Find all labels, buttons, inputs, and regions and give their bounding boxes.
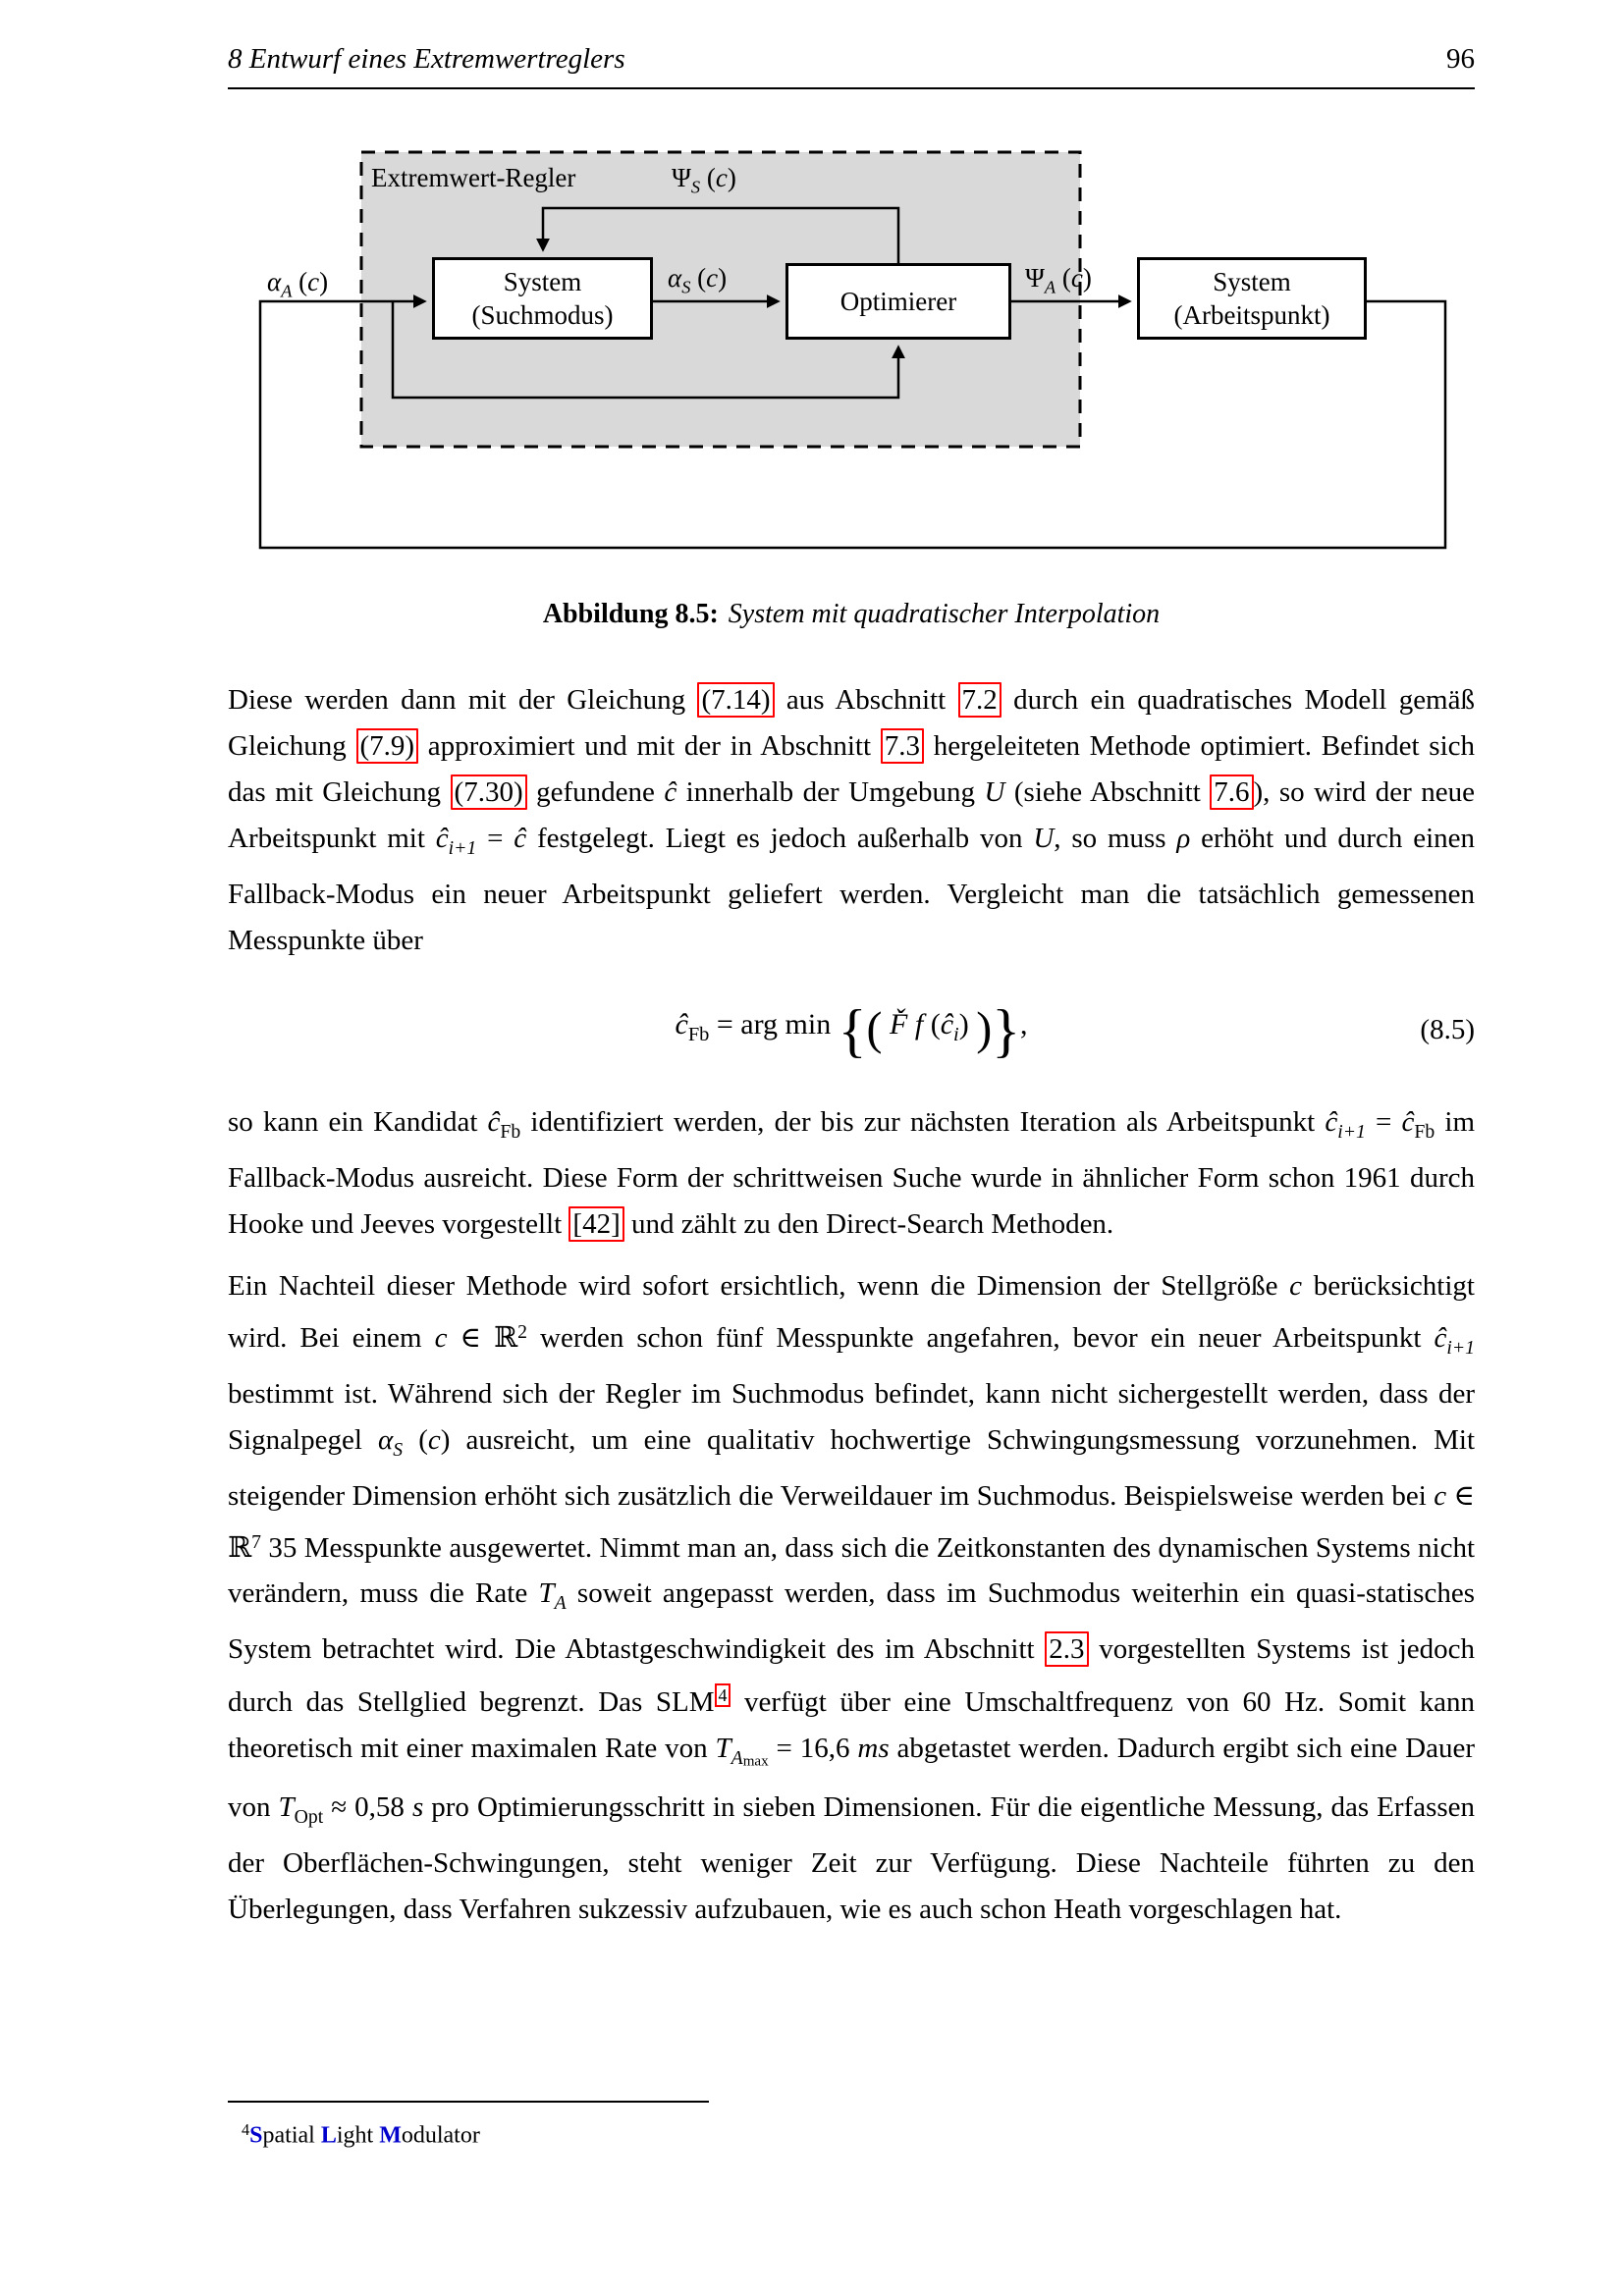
reference-link[interactable]: 4: [715, 1683, 731, 1707]
block-label-line: System: [1213, 267, 1291, 296]
paragraph-2: so kann ein Kandidat $ĉ_{Fb}$ identifiziert werden, der bis zur nächsten Iteration als Arbeitspunkt $ĉ_{i+1}$ = $ĉ_{Fb}$ im Fallback-Modus ausreicht. Diese Form der schrittweisen Suche wurde in ähnlicher Form schon 1961 durch Hooke und Jeeves vorgestellt [42] und zählt zu den Direct-Search Methoden.: [228, 1106, 1476, 1240]
signal-alpha-a: $\alpha_A$ (c): [267, 267, 329, 301]
reference-link[interactable]: 7.6: [1210, 774, 1253, 810]
figure-diagram: [228, 147, 1475, 618]
equation-8-5: [228, 989, 1475, 1070]
section-title: 8 Entwurf eines Extremwertreglers: [228, 43, 625, 75]
block-label-line: Optimierer: [839, 287, 957, 316]
reference-link[interactable]: (7.30): [451, 774, 527, 810]
page-header: [228, 43, 1475, 89]
caption-label: Abbildung 8.5:: [542, 599, 719, 629]
page-number: 96: [1446, 43, 1475, 75]
block-label-line: (Arbeitspunkt): [1173, 300, 1330, 330]
reference-link[interactable]: 7.3: [881, 728, 924, 764]
equation-body: $ĉ_{Fb}$ = arg min {( F̌ f $(ĉ_i)$ )},: [675, 997, 1028, 1063]
block-label-line: (Suchmodus): [471, 300, 614, 330]
paragraph-3: Ein Nachteil dieser Methode wird sofort ersichtlich, wenn die Dimension der Stellgröße c berücksichtigt wird. Bei einem c ∈ ℝ$^2$ werden schon fünf Messpunkte angefahren, bevor ein neuer Arbeitspunkt $ĉ_{i+1}$ bestimmt ist. Während sich der Regler im Suchmodus befindet, kann nicht sichergestellt werden, dass der Signalpegel $\alpha_S$ (c) ausreicht, um eine qualitativ hochwertige Schwingungsmessung vorzunehmen. Mit steigender Dimension erhöht sich zusätzlich die Verweildauer im Suchmodus. Beispielsweise werden bei c ∈ ℝ$^7$ 35 Messpunkte ausgewertet. Nimmt man an, dass sich die Zeitkonstanten des dynamischen Systems nicht verändern, muss die Rate $T_A$ soweit angepasst werden, dass im Suchmodus weiterhin ein quasi-statisches System betrachtet wird. Die Abtastgeschwindigkeit des im Abschnitt 2.3 vorgestellten Systems ist jedoch durch das Stellglied begrenzt. Das SLM $^4$ verfügt über eine Umschaltfrequenz von 60 Hz. Somit kann theoretisch mit einer maximalen Rate von $T_{Amax} = 16,6$ ms abgetastet werden. Dadurch ergibt sich eine Dauer von $T_{Opt} \approx 0,58$ s pro Optimierungsschritt in sieben Dimensionen. Für die eigentliche Messung, das Erfassen der Oberflächen-Schwingungen, steht weniger Zeit zur Verfügung. Diese Nachteile führten zu den Überlegungen, dass Verfahren sukzessiv aufzubauen, wie es auch schon Heath vorgeschlagen hat.: [228, 1269, 1476, 1926]
body-text: [228, 677, 1475, 1933]
signal-alpha-s: $\alpha_S$ (c): [668, 263, 728, 297]
equation-number: (8.5): [1420, 1013, 1475, 1045]
paragraph-1: Diese werden dann mit der Gleichung (7.14) aus Abschnitt 7.2 durch ein quadratisches Modell gemäß Gleichung (7.9) approximiert und mit der in Abschnitt 7.3 hergeleiteten Methode optimiert. Befindet sich das mit Gleichung (7.30) gefundene ĉ innerhalb der Umgebung U (siehe Abschnitt 7.6 ), so wird der neue Arbeitspunkt mit $ĉ_{i+1}$ = ĉ festgelegt. Liegt es jedoch außerhalb von U, so muss ρ erhöht und durch einen Fallback-Modus ein neuer Arbeitspunkt geliefert werden. Vergleicht man die tatsächlich gemessenen Messpunkte über: [228, 684, 1476, 956]
reference-link[interactable]: 2.3: [1045, 1631, 1088, 1667]
reference-link[interactable]: [42]: [568, 1206, 623, 1242]
footnote: [228, 2101, 1475, 2151]
reference-link[interactable]: (7.14): [697, 682, 774, 718]
figure-caption: [228, 599, 1475, 630]
signal-psi-a: $\Psi_A$ (c): [1025, 263, 1092, 297]
block-system-suchmodus: [432, 257, 653, 340]
footnote-rule: [228, 2101, 709, 2103]
block-optimierer: [785, 263, 1011, 340]
diagram-canvas: [228, 147, 1475, 618]
caption-text: System mit quadratischer Interpolation: [728, 599, 1161, 629]
block-label-line: System: [503, 267, 582, 296]
reference-link[interactable]: 7.2: [958, 682, 1001, 718]
reference-link[interactable]: (7.9): [356, 728, 419, 764]
footnote-text: $^4$Spatial Light Modulator: [242, 2120, 480, 2149]
block-system-arbeitspunkt: [1137, 257, 1367, 340]
label-extremwert-regler: Extremwert-Regler: [371, 163, 576, 192]
signal-psi-s: $\Psi_S$ (c): [672, 163, 736, 197]
